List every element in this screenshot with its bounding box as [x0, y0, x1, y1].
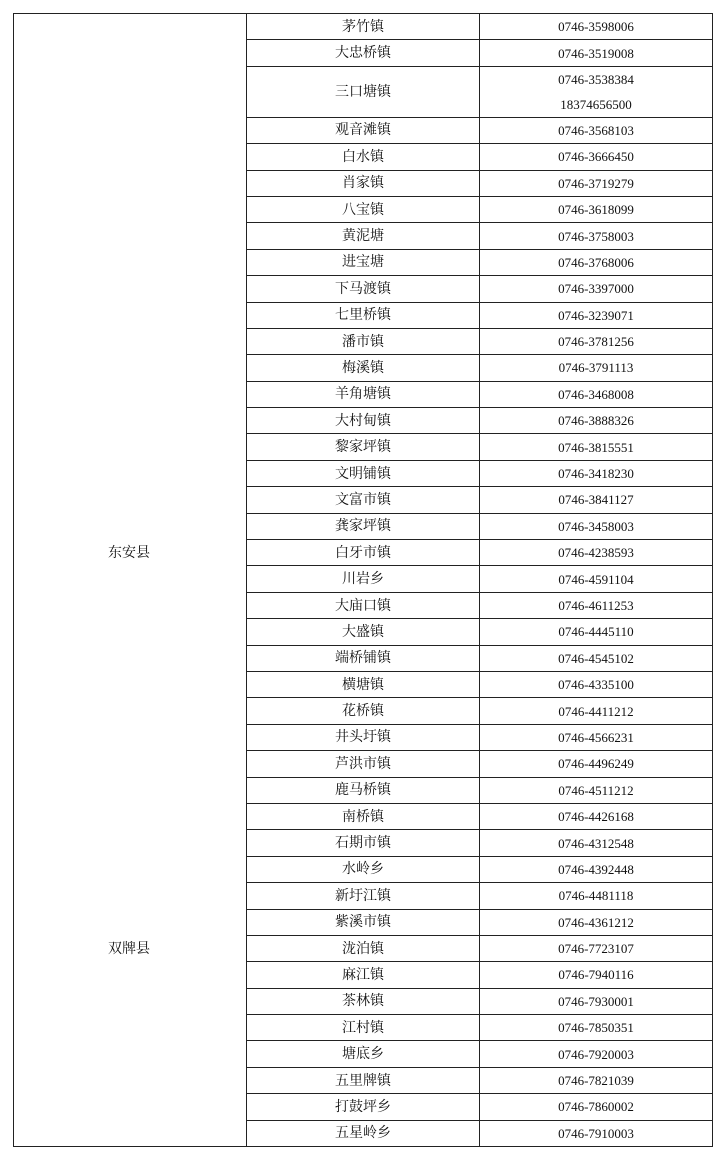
table-row	[14, 355, 713, 381]
county-cell	[14, 909, 247, 935]
town-cell: 八宝镇	[247, 196, 480, 222]
county-cell	[14, 117, 247, 143]
phone-cell	[480, 724, 713, 750]
county-cell: 双牌县	[14, 935, 247, 961]
phone-number: 0746-3815551	[558, 439, 634, 455]
county-cell	[14, 14, 247, 40]
town-cell: 三口塘镇	[247, 66, 480, 117]
county-cell	[14, 249, 247, 275]
town-cell: 石期市镇	[247, 830, 480, 856]
table-row	[14, 170, 713, 196]
county-cell	[14, 487, 247, 513]
county-cell	[14, 619, 247, 645]
phone-cell	[480, 144, 713, 170]
phone-cell	[480, 830, 713, 856]
phone-number: 0746-3618099	[558, 202, 634, 218]
town-cell: 江村镇	[247, 1015, 480, 1041]
phone-number: 0746-3666450	[558, 149, 634, 165]
county-cell	[14, 592, 247, 618]
phone-number: 18374656500	[560, 96, 632, 112]
town-cell: 下马渡镇	[247, 276, 480, 302]
town-cell: 五里牌镇	[247, 1067, 480, 1093]
phone-cell	[480, 619, 713, 645]
phone-number: 0746-3468008	[558, 386, 634, 402]
town-cell: 梅溪镇	[247, 355, 480, 381]
phone-number: 0746-7850351	[558, 1020, 634, 1036]
county-cell	[14, 645, 247, 671]
phone-number: 0746-4591104	[558, 571, 634, 587]
table-row	[14, 66, 713, 117]
phone-cell	[480, 698, 713, 724]
table-row	[14, 592, 713, 618]
county-cell	[14, 408, 247, 434]
town-cell: 潘市镇	[247, 328, 480, 354]
phone-number: 0746-3519008	[558, 45, 634, 61]
phone-number: 0746-4335100	[558, 677, 634, 693]
town-cell: 芦洪市镇	[247, 751, 480, 777]
phone-cell	[480, 1041, 713, 1067]
phone-number: 0746-4611253	[558, 598, 634, 613]
table-row	[14, 40, 713, 66]
county-cell	[14, 460, 247, 486]
phone-cell	[480, 355, 713, 381]
phone-cell	[480, 777, 713, 803]
county-cell	[14, 355, 247, 381]
county-cell	[14, 856, 247, 882]
town-cell: 川岩乡	[247, 566, 480, 592]
town-cell: 鹿马桥镇	[247, 777, 480, 803]
table-row	[14, 619, 713, 645]
phone-cell	[480, 513, 713, 539]
county-cell	[14, 777, 247, 803]
table-row	[14, 1094, 713, 1120]
town-cell: 南桥镇	[247, 803, 480, 829]
phone-number: 0746-3719279	[558, 175, 634, 191]
phone-number: 0746-4426168	[558, 809, 634, 825]
phone-cell	[480, 671, 713, 697]
phone-number: 0746-4511212	[558, 782, 634, 798]
phone-cell	[480, 962, 713, 988]
town-cell: 新圩江镇	[247, 883, 480, 909]
table-row	[14, 856, 713, 882]
phone-number: 0746-7723107	[558, 941, 634, 957]
phone-cell	[480, 276, 713, 302]
town-cell: 紫溪市镇	[247, 909, 480, 935]
phone-number: 0746-3781256	[558, 334, 634, 350]
county-cell	[14, 1015, 247, 1041]
phone-cell	[480, 408, 713, 434]
table-row	[14, 144, 713, 170]
phone-number: 0746-3841127	[558, 492, 634, 508]
phone-cell	[480, 803, 713, 829]
county-cell	[14, 223, 247, 249]
phone-number: 0746-4361212	[558, 914, 634, 930]
table-row	[14, 223, 713, 249]
phone-cell	[480, 249, 713, 275]
phone-number: 0746-3598006	[558, 19, 634, 35]
county-cell	[14, 671, 247, 697]
phone-number: 0746-3239071	[558, 307, 634, 323]
phone-number: 0746-7910003	[558, 1125, 634, 1141]
table-row	[14, 909, 713, 935]
phone-number: 0746-4566231	[558, 729, 634, 745]
phone-cell	[480, 1015, 713, 1041]
phone-cell	[480, 909, 713, 935]
phone-number: 0746-7940116	[558, 967, 634, 983]
town-cell: 端桥铺镇	[247, 645, 480, 671]
table-row	[14, 803, 713, 829]
town-cell: 泷泊镇	[247, 935, 480, 961]
town-cell: 肖家镇	[247, 170, 480, 196]
county-cell: 东安县	[14, 540, 247, 566]
county-cell	[14, 988, 247, 1014]
table-row	[14, 1120, 713, 1146]
phone-number: 0746-7860002	[558, 1099, 634, 1115]
town-cell: 大忠桥镇	[247, 40, 480, 66]
table-row	[14, 1067, 713, 1093]
county-cell	[14, 381, 247, 407]
town-cell: 麻江镇	[247, 962, 480, 988]
table-row	[14, 434, 713, 460]
phone-cell	[480, 751, 713, 777]
table-row	[14, 935, 713, 961]
table-row	[14, 513, 713, 539]
county-cell	[14, 803, 247, 829]
county-cell	[14, 434, 247, 460]
phone-number: 0746-3758003	[558, 228, 634, 244]
town-cell: 文明铺镇	[247, 460, 480, 486]
county-cell	[14, 66, 247, 117]
table-row	[14, 460, 713, 486]
county-cell	[14, 513, 247, 539]
phone-number: 0746-4481118	[558, 888, 634, 904]
phone-number: 0746-3888326	[558, 413, 634, 429]
town-cell: 黄泥塘	[247, 223, 480, 249]
table-row	[14, 645, 713, 671]
town-cell: 七里桥镇	[247, 302, 480, 328]
phone-cell	[480, 460, 713, 486]
phone-cell	[480, 66, 713, 117]
county-cell	[14, 302, 247, 328]
phone-number: 0746-4392448	[558, 861, 634, 877]
table-row	[14, 566, 713, 592]
table-row	[14, 671, 713, 697]
table-row	[14, 328, 713, 354]
table-row	[14, 883, 713, 909]
town-cell: 大盛镇	[247, 619, 480, 645]
phone-cell	[480, 434, 713, 460]
phone-cell	[480, 1067, 713, 1093]
county-cell	[14, 1094, 247, 1120]
table-row	[14, 540, 713, 566]
town-cell: 塘底乡	[247, 1041, 480, 1067]
phone-number: 0746-3397000	[558, 281, 634, 297]
town-cell: 井头圩镇	[247, 724, 480, 750]
phone-cell	[480, 117, 713, 143]
town-cell: 白牙市镇	[247, 540, 480, 566]
town-cell: 水岭乡	[247, 856, 480, 882]
phone-number: 0746-7821039	[558, 1073, 634, 1089]
table-row	[14, 249, 713, 275]
town-cell: 羊角塘镇	[247, 381, 480, 407]
table-row	[14, 381, 713, 407]
county-cell	[14, 962, 247, 988]
phone-number: 0746-4411212	[558, 703, 634, 719]
table-row	[14, 724, 713, 750]
town-cell: 横塘镇	[247, 671, 480, 697]
phone-cell	[480, 988, 713, 1014]
table-row	[14, 408, 713, 434]
phone-number: 0746-3568103	[558, 122, 634, 138]
table-row	[14, 14, 713, 40]
town-cell: 观音滩镇	[247, 117, 480, 143]
phone-cell	[480, 540, 713, 566]
county-cell	[14, 1067, 247, 1093]
town-cell: 白水镇	[247, 144, 480, 170]
phone-cell	[480, 14, 713, 40]
county-cell	[14, 698, 247, 724]
phone-cell	[480, 883, 713, 909]
phone-cell	[480, 1094, 713, 1120]
phone-cell	[480, 487, 713, 513]
phone-cell	[480, 592, 713, 618]
county-cell	[14, 883, 247, 909]
phone-number: 0746-7920003	[558, 1046, 634, 1062]
phone-number: 0746-3538384	[558, 71, 634, 87]
county-cell	[14, 276, 247, 302]
phone-cell	[480, 40, 713, 66]
phone-number: 0746-3418230	[558, 466, 634, 482]
table-row	[14, 988, 713, 1014]
county-cell	[14, 144, 247, 170]
phone-cell	[480, 1120, 713, 1146]
table-row	[14, 698, 713, 724]
county-cell	[14, 830, 247, 856]
table-row	[14, 117, 713, 143]
phone-cell	[480, 170, 713, 196]
phone-number: 0746-4312548	[558, 835, 634, 851]
town-cell: 打鼓坪乡	[247, 1094, 480, 1120]
town-cell: 龚家坪镇	[247, 513, 480, 539]
table-row	[14, 487, 713, 513]
town-cell: 茅竹镇	[247, 14, 480, 40]
phone-cell	[480, 381, 713, 407]
table-row	[14, 196, 713, 222]
table-row	[14, 830, 713, 856]
phone-number: 0746-3768006	[558, 254, 634, 270]
county-cell	[14, 170, 247, 196]
table-row	[14, 302, 713, 328]
town-cell: 黎家坪镇	[247, 434, 480, 460]
table-row	[14, 1015, 713, 1041]
phone-cell	[480, 645, 713, 671]
phone-number: 0746-3791113	[558, 360, 634, 376]
phone-cell	[480, 935, 713, 961]
phone-number: 0746-4496249	[558, 756, 634, 772]
county-cell	[14, 724, 247, 750]
phone-cell	[480, 302, 713, 328]
phone-cell	[480, 328, 713, 354]
table-row	[14, 962, 713, 988]
table-row	[14, 276, 713, 302]
county-cell	[14, 1041, 247, 1067]
contact-table-body	[14, 14, 713, 1147]
phone-number: 0746-3458003	[558, 518, 634, 534]
county-cell	[14, 40, 247, 66]
phone-number: 0746-7930001	[558, 993, 634, 1009]
contact-table	[13, 13, 713, 1147]
town-cell: 进宝塘	[247, 249, 480, 275]
county-cell	[14, 1120, 247, 1146]
county-cell	[14, 751, 247, 777]
phone-cell	[480, 566, 713, 592]
county-cell	[14, 196, 247, 222]
phone-cell	[480, 223, 713, 249]
phone-cell	[480, 856, 713, 882]
town-cell: 大庙口镇	[247, 592, 480, 618]
table-row	[14, 1041, 713, 1067]
phone-number: 0746-4545102	[558, 650, 634, 666]
town-cell: 文富市镇	[247, 487, 480, 513]
table-row	[14, 751, 713, 777]
town-cell: 大村甸镇	[247, 408, 480, 434]
phone-number: 0746-4238593	[558, 545, 634, 561]
county-cell	[14, 328, 247, 354]
county-cell	[14, 566, 247, 592]
phone-cell	[480, 196, 713, 222]
town-cell: 茶林镇	[247, 988, 480, 1014]
town-cell: 五星岭乡	[247, 1120, 480, 1146]
table-row	[14, 777, 713, 803]
phone-number: 0746-4445110	[558, 624, 634, 640]
town-cell: 花桥镇	[247, 698, 480, 724]
